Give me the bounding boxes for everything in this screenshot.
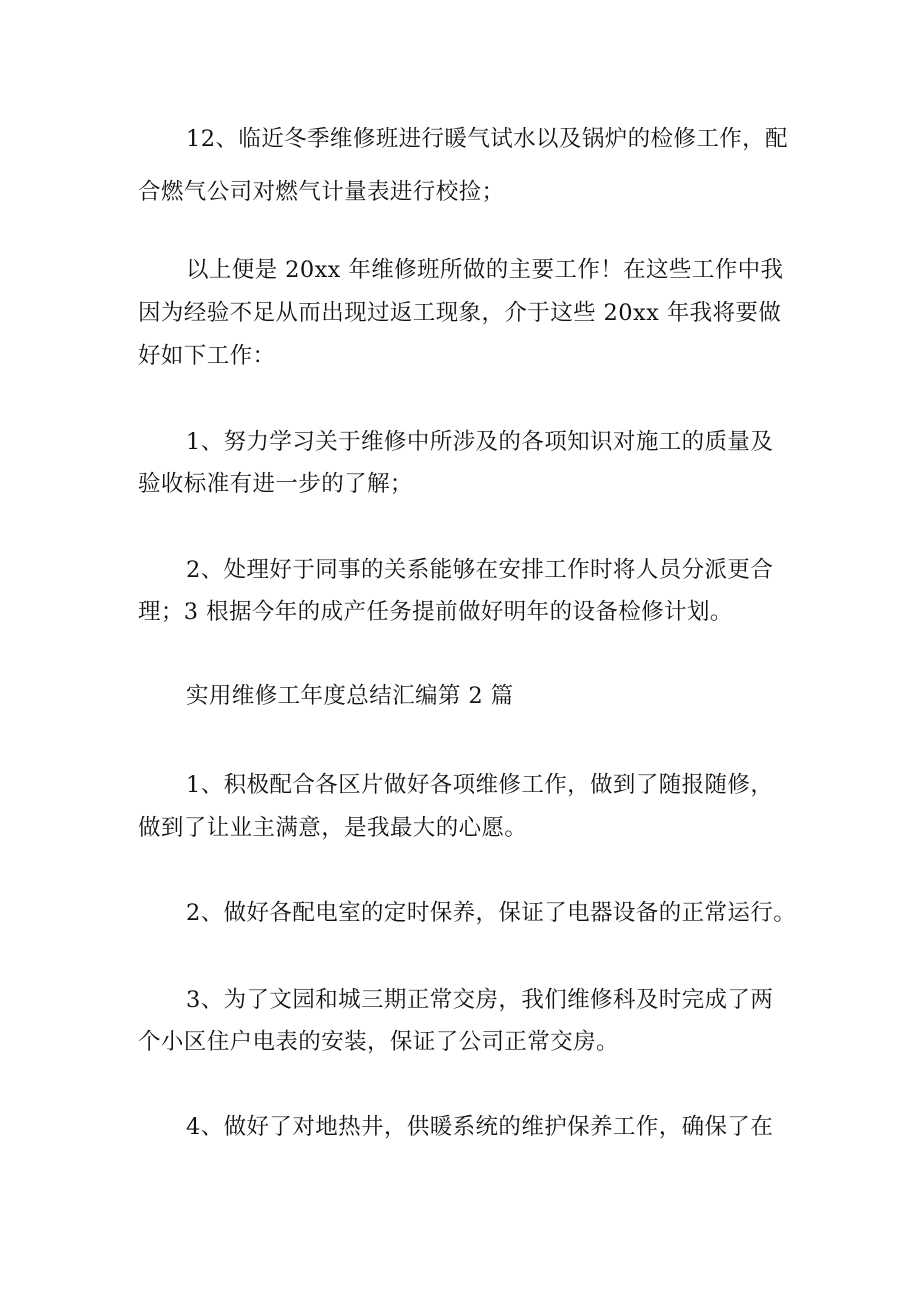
paragraph-4-line-2: 理；3 根据今年的成产任务提前做好明年的设备检修计划。 bbox=[138, 599, 733, 625]
paragraph-7-line-1: 2、做好各配电室的定时保养，保证了电器设备的正常运行。 bbox=[186, 900, 797, 926]
paragraph-8-line-1: 3、为了文园和城三期正常交房，我们维修科及时完成了两 bbox=[186, 987, 774, 1013]
section-heading: 实用维修工年度总结汇编第 2 篇 bbox=[186, 683, 514, 709]
paragraph-3-line-2: 验收标准有进一步的了解； bbox=[138, 471, 413, 497]
paragraph-6-line-1: 1、积极配合各区片做好各项维修工作，做到了随报随修， bbox=[186, 772, 774, 798]
paragraph-8-line-2: 个小区住户电表的安装，保证了公司正常交房。 bbox=[138, 1029, 619, 1055]
paragraph-9-line-1: 4、做好了对地热井，供暖系统的维护保养工作，确保了在 bbox=[186, 1114, 774, 1140]
paragraph-4-line-1: 2、处理好于同事的关系能够在安排工作时将人员分派更合 bbox=[186, 557, 774, 583]
paragraph-2-line-2: 因为经验不足从而出现过返工现象，介于这些 20xx 年我将要做 bbox=[138, 300, 782, 326]
paragraph-2-line-3: 好如下工作： bbox=[138, 343, 276, 369]
paragraph-2-line-1: 以上便是 20xx 年维修班所做的主要工作！在这些工作中我 bbox=[186, 257, 784, 283]
paragraph-6-line-2: 做到了让业主满意，是我最大的心愿。 bbox=[138, 815, 528, 841]
paragraph-1-line-1: 12、临近冬季维修班进行暖气试水以及锅炉的检修工作，配 bbox=[186, 126, 788, 152]
paragraph-1-line-2: 合燃气公司对燃气计量表进行校捡； bbox=[138, 179, 505, 205]
paragraph-3-line-1: 1、努力学习关于维修中所涉及的各项知识对施工的质量及 bbox=[186, 429, 774, 455]
